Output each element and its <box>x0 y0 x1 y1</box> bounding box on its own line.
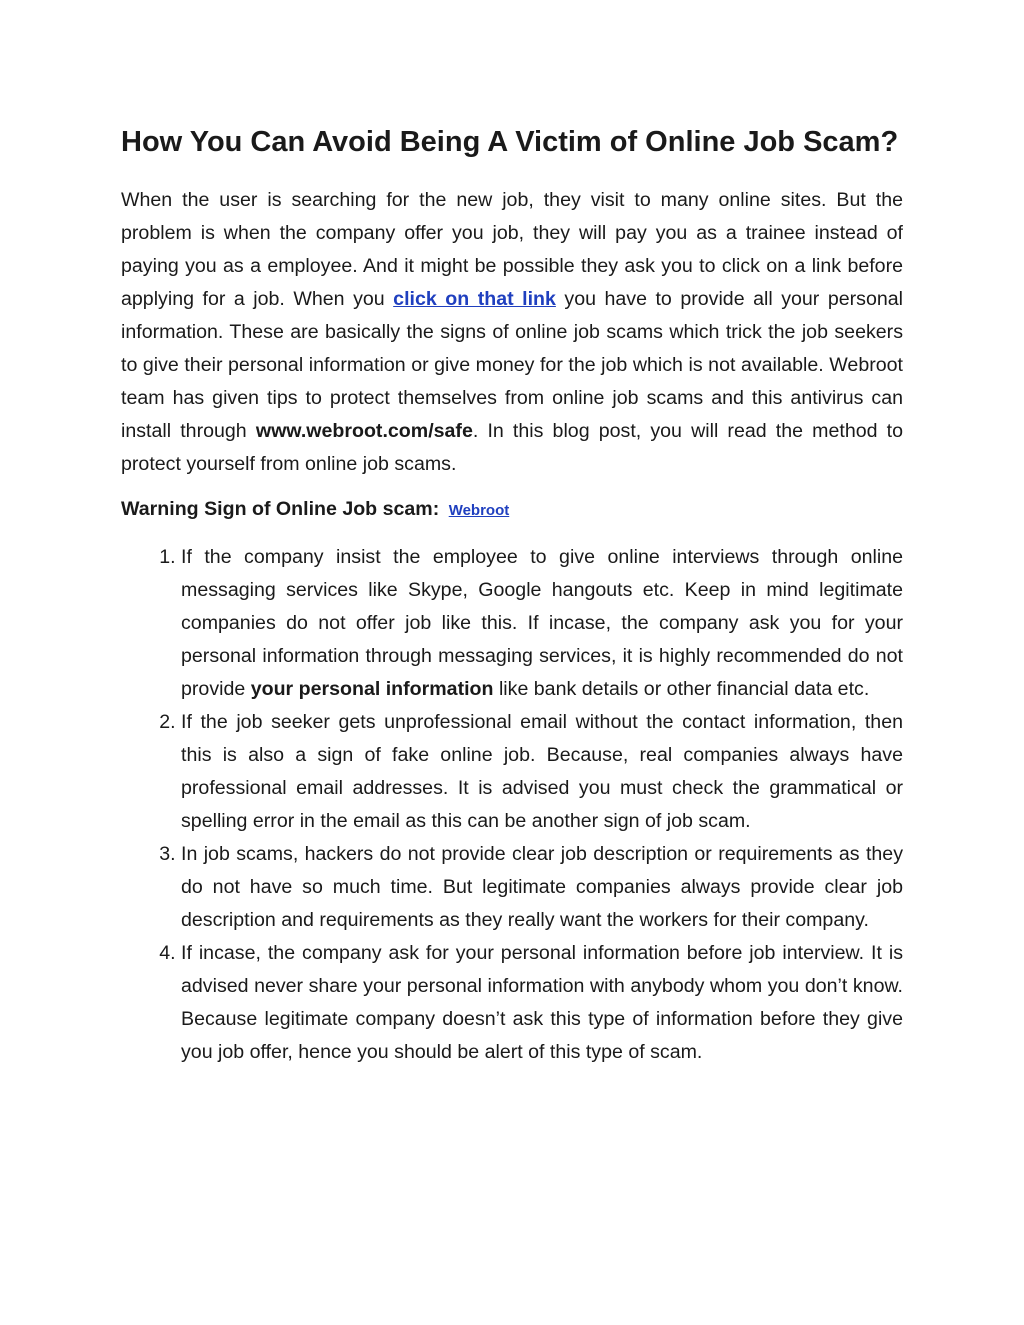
intro-text-2: you have to provide all your personal information. These are basically the signs of online job scams which trick the job seekers to give their personal information or give money for the job which is not available. Webroot team has given tips to protect themselves from online job scams and this antivirus can install through <box>121 288 904 442</box>
list-item: 3. In job scams, hackers do not provide clear job description or requirements as they do not have so much time. But legitimate companies always provide clear job description and requirements as they really want the workers for their company. <box>181 838 903 937</box>
webroot-safe-url: www.webroot.com/safe <box>255 420 473 442</box>
list-item <box>181 541 903 706</box>
document-page <box>121 120 903 1069</box>
list-item: 2. If the job seeker gets unprofessional email without the contact information, then this is also a sign of fake online job. Because, real companies always have professional email addresses. It is advised you must check the grammatical or spelling error in the email as this can be another sign of job scam. <box>181 706 903 838</box>
list-item-1-bold: your personal information <box>250 678 494 700</box>
intro-text-1: When the user is searching for the new job, they visit to many online sites. But the problem is when the company offer you job, they will pay you as a trainee instead of paying you as a employee. And it might be possible they ask you to click on a link before applying for a job. When you <box>121 189 903 310</box>
warning-heading <box>121 493 903 527</box>
page-title: How You Can Avoid Being A Victim of Online Job Scam? <box>121 126 899 158</box>
warning-signs-list <box>121 541 903 1069</box>
warning-heading-text: Warning Sign of Online Job scam: <box>121 498 440 520</box>
webroot-link[interactable]: Webroot <box>448 502 510 519</box>
list-item-1-text-after: like bank details or other financial data etc. <box>493 678 870 700</box>
list-item: 4. If incase, the company ask for your personal information before job interview. It is advised never share your personal information with anybody whom you don’t know. Because legitimate company doesn’t ask this type of information before they give you job offer, hence you should be alert of this type of scam. <box>181 937 903 1069</box>
click-on-that-link[interactable]: click on that link <box>393 288 556 310</box>
intro-paragraph <box>121 184 903 481</box>
intro-text-3: . In this blog post, you will read the method to protect yourself from online job scams. <box>121 420 903 475</box>
list-item-1-text-before: If the company insist the employee to give online interviews through online messaging services like Skype, Google hangouts etc. Keep in mind legitimate companies do not offer job like this. If incase, the company ask you for your personal information through messaging services, it is highly recommended do not provide <box>181 546 903 700</box>
